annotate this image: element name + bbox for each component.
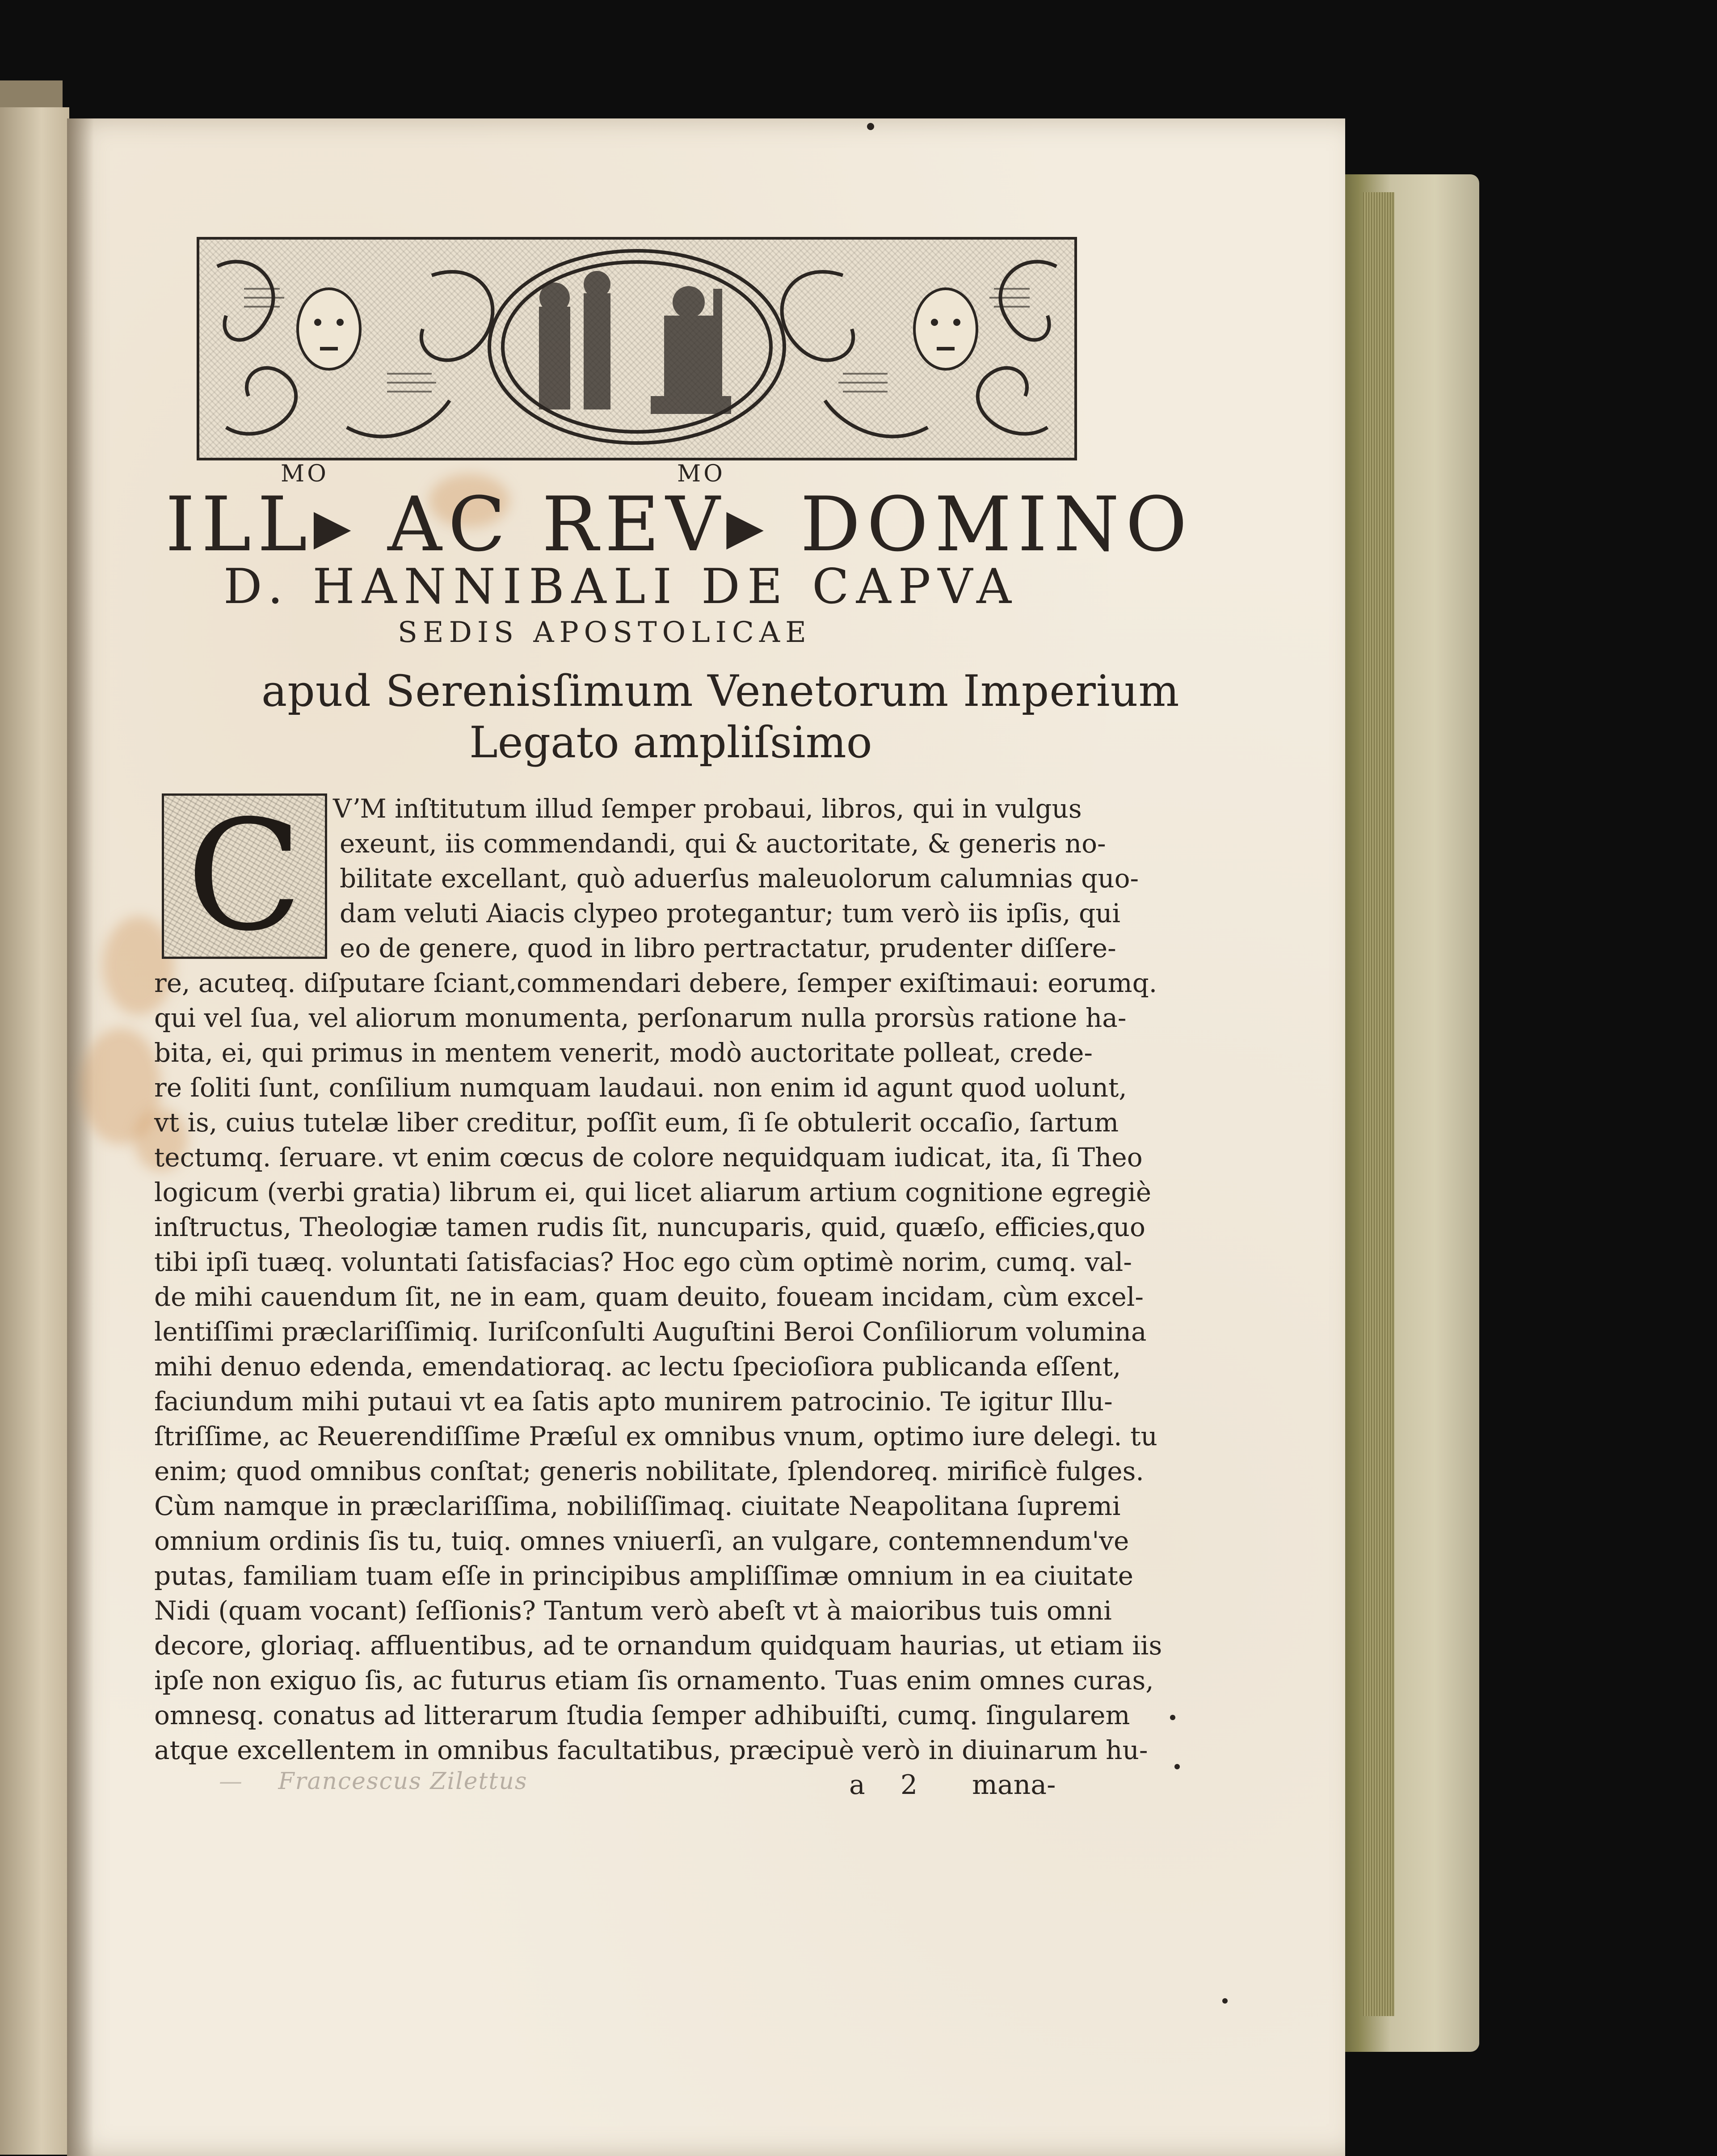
body-line: enim; quod omnibus conſtat; generis nobilitate, ſplendoreq. mirificè fulges. — [154, 1456, 1144, 1486]
decorated-initial — [162, 788, 327, 965]
body-line: re, acuteq. diſputare ſciant,commendari debere, ſemper exiſtimaui: eorumq. — [154, 968, 1157, 998]
body-line: omnesq. conatus ad litterarum ſtudia ſemper adhibuiſti, cumq. ſingularem — [154, 1700, 1130, 1730]
title-line-2: D. HANNIBALI DE CAPVA — [223, 559, 1019, 615]
title-line-1: ILL▸ AC REV▸ DOMINO — [165, 481, 1194, 568]
body-line: atque excellentem in omnibus facultatibus, præcipuè verò in diuinarum hu- — [154, 1735, 1148, 1765]
title-line-3: SEDIS APOSTOLICAE — [398, 616, 812, 649]
margin-dot — [1174, 1764, 1180, 1769]
body-line: bilitate excellant, quò aduerſus maleuolorum calumnias quo- — [340, 863, 1139, 894]
woodcut-headpiece — [197, 237, 1077, 460]
body-line: logicum (verbi gratia) librum ei, qui licet aliarum artium cognitione egregiè — [154, 1177, 1152, 1207]
body-line: VʼM inſtitutum illud ſemper probaui, libros, qui in vulgus — [333, 793, 1082, 824]
body-line: eo de genere, quod in libro pertractatur, prudenter diſſere- — [340, 933, 1116, 963]
body-line: lentiſſimi præclariſſimiq. Iuriſconſulti Auguſtini Beroi Conſiliorum volumina — [154, 1316, 1147, 1347]
signature-mark: a 2 — [849, 1769, 931, 1801]
title-superscript-right: MO — [677, 460, 725, 487]
body-line: faciundum mihi putaui vt ea ſatis apto munirem patrocinio. Te igitur Illu- — [154, 1386, 1113, 1417]
body-line: tectumq. ſeruare. vt enim cœcus de colore nequidquam iudicat, ita, ſi Theo — [154, 1142, 1143, 1173]
handwritten-inscription — [219, 1768, 528, 1795]
body-line: re ſoliti ſunt, conſilium numquam laudaui. non enim id agunt quod uolunt, — [154, 1072, 1127, 1103]
title-line-5: Legato ampliſsimo — [469, 717, 872, 768]
headpiece-ornament — [199, 240, 1074, 458]
margin-dot — [1222, 1998, 1228, 2004]
body-line: ipſe non exiguo ſis, ac futurus etiam ſis ornamento. Tuas enim omnes curas, — [154, 1665, 1154, 1696]
inscription-mark: — — [219, 1768, 243, 1795]
body-line: qui vel ſua, vel aliorum monumenta, perſonarum nulla prorsùs ratione ha- — [154, 1003, 1127, 1033]
decorated-initial-letter: C — [186, 788, 303, 965]
body-line: omnium ordinis ſis tu, tuiq. omnes vniuerſi, an vulgare, contemnendum've — [154, 1526, 1129, 1556]
body-line: inſtructus, Theologiæ tamen rudis ſit, nuncuparis, quid, quæſo, efficies,quo — [154, 1212, 1145, 1242]
margin-dot — [867, 123, 874, 130]
inscription-name: Francescus Zilettus — [278, 1768, 528, 1795]
title-superscript-left: MO — [281, 460, 329, 487]
catchword: mana- — [972, 1769, 1056, 1801]
body-line: de mihi cauendum ſit, ne in eam, quam deuito, foueam incidam, cùm excel- — [154, 1282, 1144, 1312]
body-line: vt is, cuius tutelæ liber creditur, poſſit eum, ſi ſe obtulerit occaſio, ſartum — [154, 1107, 1119, 1138]
book-block-edge — [1332, 174, 1479, 2052]
body-line: dam veluti Aiacis clypeo protegantur; tum verò iis ipſis, qui — [340, 898, 1121, 928]
body-line: Nidi (quam vocant) ſeſſionis? Tantum verò abeſt vt à maioribus tuis omni — [154, 1595, 1112, 1626]
gutter-shadow — [67, 118, 94, 2156]
body-line: ſtriſſime, ac Reuerendiſſime Præſul ex omnibus vnum, optimo iure delegi. tu — [154, 1421, 1157, 1451]
body-line: mihi denuo edenda, emendatioraq. ac lectu ſpecioſiora publicanda eſſent, — [154, 1351, 1121, 1382]
title-line-4: apud Serenisſimum Venetorum Imperium — [261, 666, 1180, 716]
body-line: exeunt, iis commendandi, qui & auctoritate, & generis no- — [340, 828, 1106, 859]
margin-dot — [1170, 1715, 1175, 1720]
left-page-edge — [0, 107, 69, 2155]
body-line: Cùm namque in præclariſſima, nobiliſſimaq. ciuitate Neapolitana ſupremi — [154, 1491, 1121, 1521]
body-line: decore, gloriaq. affluentibus, ad te ornandum quidquam haurias, ut etiam iis — [154, 1630, 1162, 1661]
body-line: putas, familiam tuam eſſe in principibus ampliſſimæ omnium in ea ciuitate — [154, 1561, 1133, 1591]
body-line: bita, ei, qui primus in mentem venerit, modò auctoritate polleat, crede- — [154, 1038, 1093, 1068]
body-line: tibi ipſi tuæq. voluntati ſatisfacias? Hoc ego cùm optimè norim, cumq. val- — [154, 1247, 1132, 1277]
page-edges — [1363, 192, 1394, 2016]
